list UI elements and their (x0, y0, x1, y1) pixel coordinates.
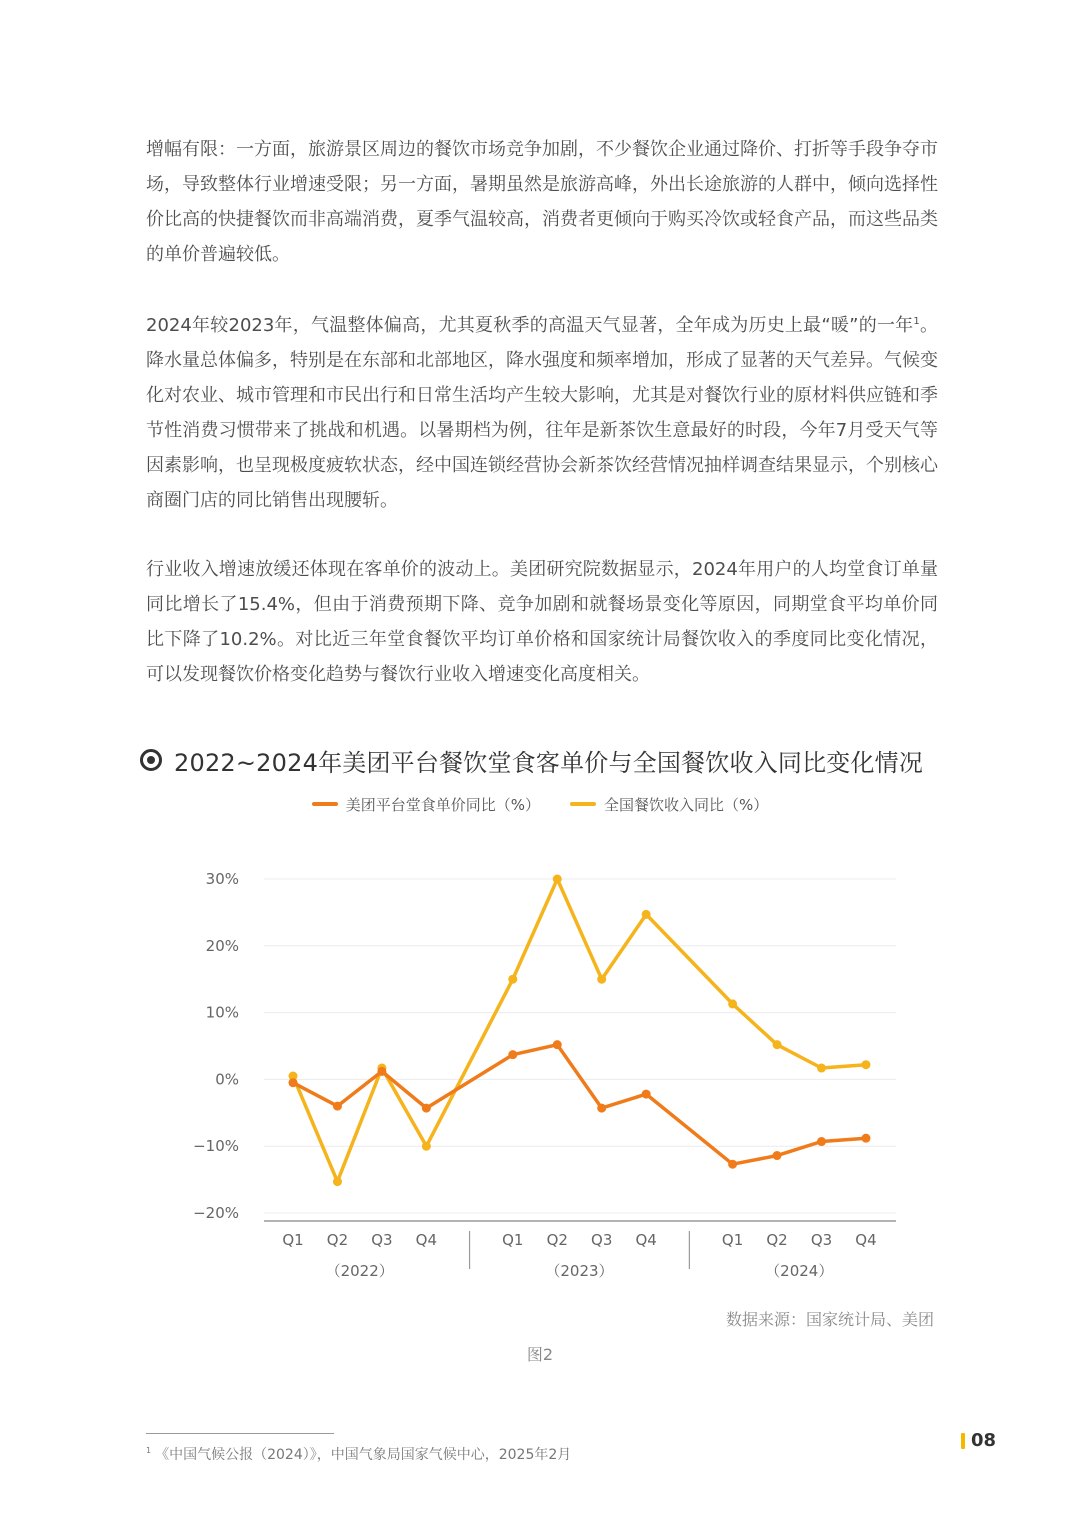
x-tick-label: Q1 (502, 1231, 524, 1249)
paragraph-text (146, 308, 938, 518)
legend-item-price (312, 794, 540, 815)
data-point (553, 1040, 562, 1049)
paragraph-text: 行业收入增速放缓还体现在客单价的波动上。美团研究院数据显示，2024年用户的人均堂食订单量同比增长了15.4%，但由于消费预期下降、竞争加剧和就餐场景变化等原因，同期堂食平均单价同比下降了10.2%。对比近三年堂食餐饮平均订单价格和国家统计局餐饮收入的季度同比变化情况，可以发现餐饮价格变化趋势与餐饮行业收入增速变化高度相关。 (146, 559, 938, 685)
y-tick-label: −20% (193, 1204, 239, 1222)
x-tick-label: Q1 (282, 1231, 304, 1249)
x-tick-label: Q1 (721, 1231, 744, 1249)
paragraph-text: 增幅有限：一方面，旅游景区周边的餐饮市场竞争加剧，不少餐饮企业通过降价、打折等手段争夺市场，导致整体行业增速受限；另一方面，暑期虽然是旅游高峰，外出长途旅游的人群中，倾向选择性价比高的快捷餐饮而非高端消费，夏季气温较高，消费者更倾向于购买冷饮或轻食产品，而这些品类的单价普遍较低。 (146, 139, 938, 265)
chart-title: 2022~2024年美团平台餐饮堂食客单价与全国餐饮收入同比变化情况 (174, 748, 924, 777)
data-point (289, 1078, 298, 1087)
x-tick-label: Q2 (766, 1231, 788, 1249)
data-point (728, 1160, 737, 1169)
data-point (597, 975, 606, 984)
chart-legend (0, 792, 1080, 816)
figure-label: 图2 (526, 1345, 554, 1364)
price-paragraph (146, 552, 938, 692)
legend-swatch-orange (312, 802, 338, 806)
data-point (773, 1151, 782, 1160)
x-tick-label: Q3 (810, 1231, 833, 1249)
y-tick-label: 30% (205, 870, 239, 888)
x-tick-label: Q2 (326, 1231, 349, 1249)
series-line (293, 879, 866, 1182)
data-source: 数据来源：国家统计局、美团 (725, 1310, 934, 1329)
data-point (861, 1134, 870, 1143)
data-point (508, 1050, 517, 1059)
x-tick-label: Q4 (855, 1231, 877, 1249)
x-tick-label: Q3 (591, 1231, 613, 1249)
legend-item-revenue (570, 794, 768, 815)
data-point (333, 1177, 342, 1186)
x-tick-label: Q3 (371, 1231, 393, 1249)
target-bullet-icon (140, 749, 162, 771)
footnote-marker: 1 (146, 1446, 152, 1456)
data-point (422, 1142, 431, 1151)
y-tick-label: −10% (193, 1137, 239, 1156)
line-chart (0, 850, 1080, 1290)
legend-swatch-yellow (570, 802, 596, 806)
year-group-label: （2023） (545, 1262, 614, 1280)
data-point (377, 1067, 386, 1076)
data-point (642, 1090, 651, 1099)
year-group-label: （2024） (765, 1262, 834, 1280)
legend-label: 美团平台堂食单价同比（%） (345, 795, 540, 814)
page-number-text: 08 (970, 1430, 996, 1451)
y-tick-label: 10% (205, 1003, 239, 1022)
chart-heading (140, 740, 923, 780)
legend-label: 全国餐饮收入同比（%） (604, 795, 769, 814)
footnote (146, 1444, 571, 1464)
data-point (817, 1137, 826, 1146)
paragraph-text-part: 。降水量总体偏多，特别是在东部和北部地区，降水强度和频率增加，形成了显著的天气差异。气候变化对农业、城市管理和市民出行和日常生活均产生较大影响，尤其是对餐饮行业的原材料供应链和季节性消费习惯带来了挑战和机遇。以暑期档为例，往年是新茶饮生意最好的时段，今年7月受天气等因素影响，也呈现极度疲软状态，经中国连锁经营协会新茶饮经营情况抽样调查结果显示，个别核心商圈门店的同比销售出现腰斩。 (146, 315, 939, 511)
data-point (773, 1040, 782, 1049)
x-tick-label: Q4 (415, 1231, 438, 1249)
footnote-text: 《中国气候公报（2024）》，中国气象局国家气候中心，2025年2月 (155, 1447, 572, 1463)
data-point (597, 1104, 606, 1113)
intro-paragraph (146, 132, 938, 272)
data-point (422, 1104, 431, 1113)
y-tick-label: 20% (205, 936, 239, 955)
page-mark-icon (961, 1433, 965, 1449)
paragraph-text-part: 2024年较2023年，气温整体偏高，尤其夏秋季的高温天气显著，全年成为历史上最“暖”的一年 (146, 315, 914, 336)
footnote-ref[interactable]: 1 (913, 316, 920, 327)
x-tick-label: Q4 (635, 1231, 657, 1249)
data-point (553, 875, 562, 884)
y-tick-label: 0% (215, 1070, 239, 1089)
data-point (861, 1060, 870, 1069)
year-group-label: （2022） (325, 1262, 394, 1280)
climate-paragraph (146, 308, 938, 518)
data-point (333, 1102, 342, 1111)
x-tick-label: Q2 (546, 1231, 568, 1249)
data-point (817, 1064, 826, 1073)
footnote-divider (146, 1433, 334, 1434)
data-point (508, 975, 517, 984)
page-number (961, 1430, 996, 1451)
data-point (642, 910, 651, 919)
data-point (728, 999, 737, 1008)
